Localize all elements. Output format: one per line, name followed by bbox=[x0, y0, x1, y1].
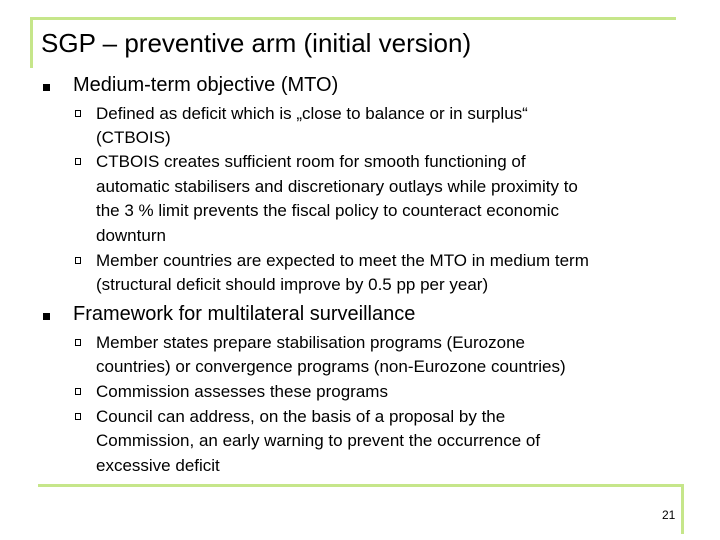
right-accent-bar bbox=[681, 484, 684, 534]
sub-bullet-line: CTBOIS creates sufficient room for smooth functioning of bbox=[96, 152, 526, 171]
sub-bullet-line: Member countries are expected to meet the MTO in medium term bbox=[96, 251, 589, 270]
page-number: 21 bbox=[662, 508, 676, 522]
sub-bullet-line: the 3 % limit prevents the fiscal policy to counteract economic bbox=[96, 201, 559, 220]
sub-bullet-line: Council can address, on the basis of a proposal by the bbox=[96, 407, 506, 426]
top-accent-bar bbox=[30, 17, 676, 20]
sub-bullet-line: countries) or convergence programs (non-Eurozone countries) bbox=[96, 357, 566, 376]
bullet-heading: Framework for multilateral surveillance bbox=[73, 303, 416, 325]
slide-title: SGP – preventive arm (initial version) bbox=[41, 28, 472, 58]
sub-bullet-line: Commission, an early warning to prevent the occurrence of bbox=[96, 431, 541, 450]
hollow-square-bullet-icon bbox=[75, 339, 81, 346]
hollow-square-bullet-icon bbox=[75, 158, 81, 165]
bottom-accent-bar bbox=[38, 484, 684, 487]
sub-bullet-line: automatic stabilisers and discretionary outlays while proximity to bbox=[96, 177, 578, 196]
hollow-square-bullet-icon bbox=[75, 257, 81, 264]
sub-bullet-line: (CTBOIS) bbox=[96, 128, 171, 147]
sub-bullet-line: Member states prepare stabilisation programs (Eurozone bbox=[96, 333, 525, 352]
sub-bullet-line: Defined as deficit which is „close to balance or in surplus“ bbox=[96, 104, 528, 123]
hollow-square-bullet-icon bbox=[75, 388, 81, 395]
left-accent-bar bbox=[30, 17, 33, 68]
sub-bullet-line: (structural deficit should improve by 0.5 pp per year) bbox=[96, 275, 489, 294]
hollow-square-bullet-icon bbox=[75, 413, 81, 420]
square-bullet-icon bbox=[43, 313, 50, 320]
sub-bullet-line: excessive deficit bbox=[96, 456, 220, 475]
sub-bullet-line: Commission assesses these programs bbox=[96, 382, 388, 401]
square-bullet-icon bbox=[43, 84, 50, 91]
bullet-heading: Medium-term objective (MTO) bbox=[73, 74, 339, 96]
sub-bullet-line: downturn bbox=[96, 226, 166, 245]
hollow-square-bullet-icon bbox=[75, 110, 81, 117]
